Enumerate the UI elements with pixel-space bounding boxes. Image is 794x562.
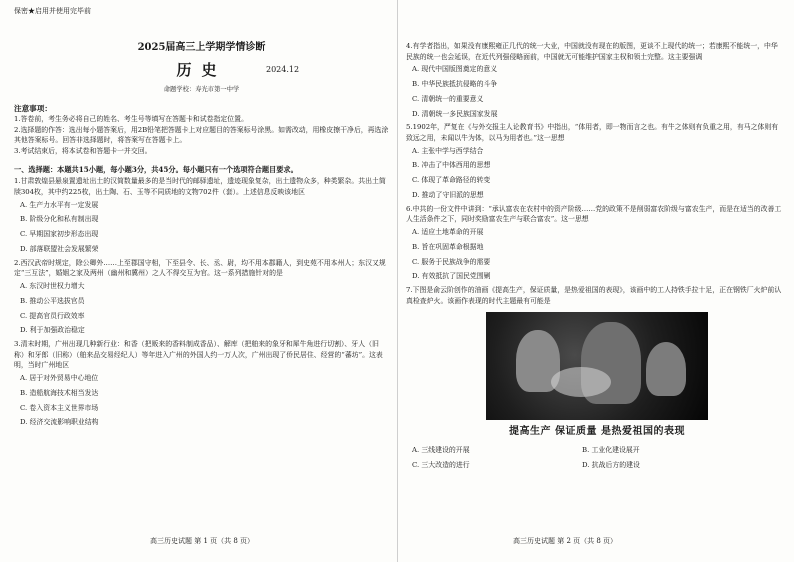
option-b: B. 中华民族抵抗侵略的斗争 — [412, 79, 498, 88]
option-c: C. 三大改造的进行 — [412, 461, 470, 470]
question-1 — [14, 176, 389, 256]
exam-date: 2024.12 — [266, 65, 300, 74]
option-b: B. 工业化建设展开 — [582, 446, 640, 455]
option-b: B. 推动公平选拔官员 — [20, 296, 85, 305]
question-stem: 1.甘肃敦煌县悬泉置遗址出土的汉简数量最多的是当时代的邮驿遗址，遗迹现象复杂，出土遗物众多，种类繁杂。共出土简牍304枚，其中约225枚，出土陶、石、玉等不同质地的文物702件（套）。上述信息反映该地区 — [14, 177, 386, 196]
option-b: B. 造船航海技术相当发达 — [20, 388, 99, 397]
page-footer: 高三历史试题 第 2 页（共 8 页） — [513, 537, 618, 545]
option-c: C. 服务于民族战争的需要 — [412, 257, 491, 266]
option-a: A. 东汉时世权力增大 — [20, 281, 85, 290]
subject-title: 历史 — [176, 61, 227, 79]
question-3 — [14, 339, 389, 430]
option-b: B. 旨在巩固革命根据地 — [412, 242, 484, 251]
right-page — [397, 0, 794, 562]
option-c: C. 体现了革命路径的转变 — [412, 176, 491, 185]
option-c: C. 卷入资本主义世界市场 — [20, 403, 99, 412]
question-stem: 3.清末时期，广州出现几种新行业：和香（把贩来的香料制成香品）、解库（把舶来的象牙和犀牛角进行切割）、牙人（旧称）和牙郎（旧称）（舶来品交易经纪人）等年进入广州的外国人约一万人次，广州出现了侨民居住、经营的“蕃坊”。这表明，当时广州地区 — [14, 340, 383, 370]
question-stem: 6.中共的一份文件中讲到：“承认富农在农村中的资产阶级……党的政策不是削弱富农阶级与富农生产，而是在适当的改善工人生活条件之下，同时奖励富农生产与联合富农”。这一思想 — [406, 204, 782, 224]
option-b: B. 阶级分化和私有制出现 — [20, 215, 99, 224]
propaganda-painting-image — [486, 312, 708, 420]
option-c: C. 提高官员行政效率 — [20, 311, 85, 320]
exam-title: 2025届高三上学期学情诊断 — [137, 42, 266, 53]
option-d: D. 部落联盟社会发展繁荣 — [20, 244, 99, 253]
question-6 — [406, 204, 782, 284]
option-a: A. 主张中学与西学结合 — [412, 146, 484, 155]
option-a: A. 现代中国版图奠定的意义 — [412, 65, 498, 74]
question-stem: 7.下图是俞云阶创作的油画《提高生产，保证质量，是热爱祖国的表现》，该画中的工人持铁手拉十足，正在钢铁厂火炉前认真检查炉火。该画作表现的时代主题最有可能是 — [406, 286, 782, 305]
notice-item: 1.答卷前，考生务必将自己的姓名、考生号等填写在答题卡和试卷指定位置。 — [14, 115, 248, 123]
option-c: C. 早期国家初步形态出现 — [20, 230, 99, 239]
option-a: A. 生产力水平有一定发展 — [20, 200, 99, 209]
page-footer: 高三历史试题 第 1 页（共 8 页） — [150, 537, 255, 545]
question-7 — [406, 285, 782, 473]
option-b: B. 冲击了中体西用的思想 — [412, 161, 491, 170]
option-a: A. 适应土地革命的开展 — [412, 227, 484, 236]
question-stem: 2.西汉武帝时规定，除公卿外……上至郡国守相，下至县令、长、丞、尉，均不用本郡籍人，到史苑不用本州人；东汉又规定“三互法”，婚姻之家及两州（幽州和冀州）之人不得交互为官。这一系列措施针对的是 — [14, 258, 386, 278]
subject-row — [14, 59, 389, 81]
option-grid — [406, 443, 782, 473]
notice-item: 2.选择题的作答：选出每小题答案后，用2B铅笔把答题卡上对应题目的答案标号涂黑。如需改动，用橡皮擦干净后，再选涂其他答案标号。回答非选择题时，将答案写在答题卡上。 — [14, 125, 389, 145]
option-d: D. 经济交流影响职业结构 — [20, 418, 99, 427]
question-4 — [406, 41, 782, 121]
painting-caption: 提高生产 保证质量 是热爱祖国的表现 — [509, 426, 685, 438]
notice-heading: 注意事项： — [14, 104, 52, 113]
section-heading: 一、选择题：本题共15小题，每小题3分，共45分。每小题只有一个选项符合题目要求。 — [14, 165, 298, 175]
option-d: D. 清朝统一多民族国家发展 — [412, 109, 498, 118]
option-c: C. 清朝统一的重要意义 — [412, 94, 484, 103]
option-d: D. 有效抵抗了国民党围剿 — [412, 272, 491, 281]
notice-item: 3.考试结束后，将本试卷和答题卡一并交回。 — [14, 146, 152, 155]
worker-figure — [646, 342, 686, 396]
question-stem: 5.1902年，严复在《与外交报主人论教育书》中指出，“体用者，即一物而言之也。有牛之体则有负重之用，有马之体则有致远之用，未闻以牛为体，以马为用者也。”这一思想 — [406, 123, 779, 142]
author-school: 命题学校：寿光市第一中学 — [163, 86, 240, 93]
option-a: A. 三线建设的开展 — [412, 446, 470, 455]
confidential-label: 保密★启用并使用完毕前 — [14, 7, 91, 15]
question-stem: 4.有学者指出，如果没有康熙雍正几代的统一大业，中国就没有现在的版图，更谈不上现代的统一；若康熙不能统一，中华民族的统一也会延误，在近代列强侵略面前，中国就无可能维护国家主权和领土完整。这主要强调 — [406, 42, 778, 61]
option-d: D. 推动了守旧派的思想 — [412, 190, 484, 199]
question-5 — [406, 122, 782, 202]
option-a: A. 居于对外贸易中心地位 — [20, 373, 99, 382]
option-d: D. 利于加强政治稳定 — [20, 326, 85, 335]
option-d: D. 抗战后方的建设 — [582, 461, 640, 470]
question-2 — [14, 258, 389, 338]
